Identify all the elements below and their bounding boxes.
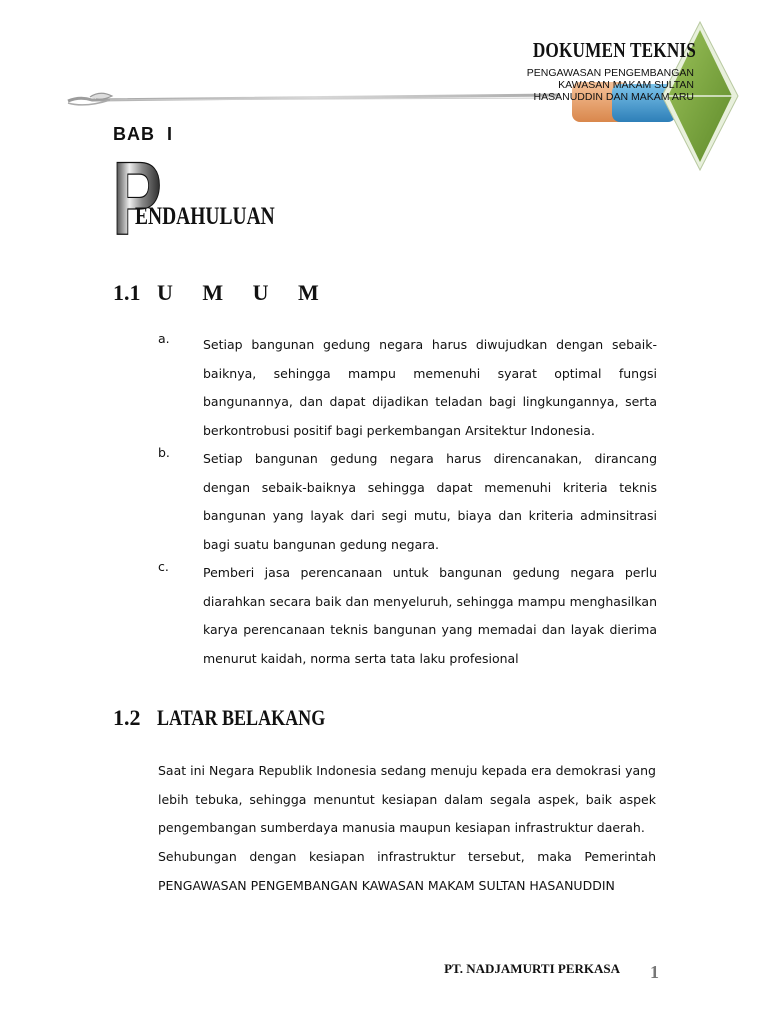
section-heading-umum	[113, 280, 331, 306]
list-marker: b.	[158, 445, 170, 460]
list-item-text: Setiap bangunan gedung negara harus diwujudkan dengan sebaik-baiknya, sehingga mampu memenuhi syarat optimal fungsi bangunannya, dan dapat dijadikan teladan bagi lingkungannya, serta berkontrobusi positif bagi perkembangan Arsitektur Indonesia.	[203, 337, 657, 438]
section-number: 1.1	[113, 280, 141, 305]
list-item-text: Pemberi jasa perencanaan untuk bangunan gedung negara perlu diarahkan secara baik dan menyeluruh, sehingga mampu menghasilkan karya perencanaan teknis bangunan yang memadai dan layak dierima menurut kaidah, norma serta tata laku profesional	[203, 565, 657, 666]
section-title: LATAR BELAKANG	[157, 705, 326, 730]
chapter-word: BAB	[113, 124, 155, 144]
drop-cap-letter: P	[112, 150, 162, 236]
chapter-label	[113, 124, 173, 145]
paragraph: Sehubungan dengan kesiapan infrastruktur tersebut, maka Pemerintah PENGAWASAN PENGEMBANGAN KAWASAN MAKAM SULTAN HASANUDDIN	[158, 849, 656, 893]
chapter-title: ENDAHULUAN	[135, 203, 275, 230]
list-marker: a.	[158, 331, 170, 346]
page-number: 1	[650, 962, 659, 982]
section-title: U M U M	[157, 280, 331, 305]
section-number: 1.2	[113, 705, 141, 730]
section-heading-latar-belakang	[113, 705, 362, 731]
document-title: DOKUMEN TEKNIS	[532, 38, 696, 62]
list-item-text: Setiap bangunan gedung negara harus direncanakan, dirancang dengan sebaik-baiknya sehingga dapat memenuhi kriteria teknis bangunan yang layak dari segi mutu, biaya dan kriteria adminsitrasi bagi suatu bangunan gedung negara.	[203, 451, 657, 552]
chapter-number: I	[167, 124, 174, 144]
subtitle-line: KAWASAN MAKAM SULTAN	[558, 79, 694, 91]
subtitle-line: PENGAWASAN PENGEMBANGAN	[526, 67, 694, 79]
list-marker: c.	[158, 559, 169, 574]
paragraph: Saat ini Negara Republik Indonesia sedang menuju kepada era demokrasi yang lebih tebuka, sehingga menuntut kesiapan dalam segala aspek, baik aspek pengembangan sumberdaya manusia maupun kesiapan infrastruktur daerah.	[158, 763, 656, 835]
document-subtitle	[434, 67, 694, 103]
subtitle-line: HASANUDDIN DAN MAKAM ARU	[533, 91, 694, 103]
footer-company: PT. NADJAMURTI PERKASA	[444, 961, 620, 976]
